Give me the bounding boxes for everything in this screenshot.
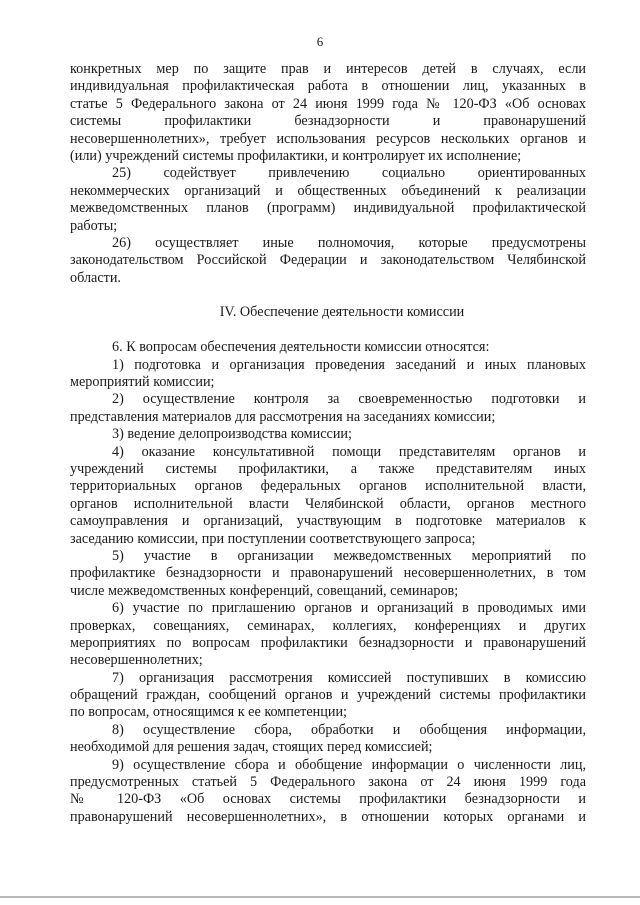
text-line: 8) осуществление сбора, обработки и обобщения информации, [112, 721, 586, 738]
text-line: статье 5 Федерального закона от 24 июня 1999 года № 120-ФЗ «Об основах [70, 95, 586, 112]
text-line: 2) осуществление контроля за своевременностью подготовки и [112, 391, 586, 408]
spacer [70, 287, 586, 304]
text-line: межведомственных планов (программ) индивидуальной профилактической [70, 200, 586, 217]
text-line: 9) осуществление сбора и обобщение информации о численности лиц, [112, 756, 586, 773]
text-line: необходимой для решения задач, стоящих перед комиссией; [70, 739, 433, 756]
text-block-before-heading [70, 61, 586, 287]
text-line: территориальных органов федеральных органов исполнительной власти, [70, 478, 586, 495]
text-line: 1) подготовка и организация проведения заседаний и иных плановых [112, 356, 586, 373]
document-body [70, 61, 586, 826]
text-line: правонарушений несовершеннолетних», в отношении которых органами и [70, 808, 586, 825]
text-line: мероприятий комиссии; [70, 374, 215, 391]
text-line: самоуправления и организаций, участвующим в подготовке материалов к [70, 513, 586, 530]
text-line: 6. К вопросам обеспечения деятельности комиссии относятся: [112, 339, 490, 356]
text-line: несовершеннолетних; [70, 652, 203, 669]
text-line: 4) оказание консультативной помощи представителям органов и [112, 443, 586, 460]
text-line: предусмотренных статьей 5 Федерального закона от 24 июня 1999 года [70, 774, 586, 791]
text-line: профилактике безнадзорности и правонарушений несовершеннолетних, в том [70, 565, 586, 582]
text-line: системы профилактики безнадзорности и правонарушений [70, 113, 586, 130]
text-line: № 120-ФЗ «Об основах системы профилактики безнадзорности и [70, 791, 586, 808]
text-line: 25) содействует привлечению социально ориентированных [112, 165, 586, 182]
text-line: обращений граждан, сообщений органов и учреждений системы профилактики [70, 687, 586, 704]
spacer [70, 322, 586, 339]
text-line: 26) осуществляет иные полномочия, которые предусмотрены [112, 234, 586, 251]
text-line: представления материалов для рассмотрения на заседаниях комиссии; [70, 408, 496, 425]
text-line: учреждений системы профилактики, а также представителям иных [70, 460, 586, 477]
text-line: несовершеннолетних», требует использования ресурсов нескольких органов и [70, 130, 586, 147]
text-line: органов исполнительной власти Челябинской области, органов местного [70, 495, 586, 512]
text-line: конкретных мер по защите прав и интересов детей в случаях, если [70, 61, 586, 77]
text-line: некоммерческих организаций и общественных объединений к реализации [70, 182, 586, 199]
text-line: проверках, совещаниях, семинарах, коллегиях, конференциях и других [70, 617, 586, 634]
page-number: 6 [316, 34, 324, 49]
text-line: (или) учреждений системы профилактики, и контролирует их исполнение; [70, 147, 522, 164]
text-line: 5) участие в организации межведомственных мероприятий по [112, 547, 586, 564]
text-line: 6) участие по приглашению органов и организаций в проводимых ими [112, 600, 586, 617]
text-line: индивидуальная профилактическая работа в отношении лиц, указанных в [70, 78, 586, 95]
text-line: законодательством Российской Федерации и законодательством Челябинской [70, 252, 586, 269]
text-line: по вопросам, относящимся к ее компетенции; [70, 704, 347, 721]
text-line: работы; [70, 217, 118, 234]
text-line: числе межведомственных конференций, совещаний, семинаров; [70, 582, 459, 599]
section-heading: IV. Обеспечение деятельности комиссии [219, 304, 465, 321]
text-line: заседанию комиссии, при поступлении соответствующего запроса; [70, 530, 476, 547]
text-line: 3) ведение делопроизводства комиссии; [112, 426, 352, 443]
text-line: 7) организация рассмотрения комиссией поступивших в комиссию [112, 669, 586, 686]
text-line: мероприятиях по вопросам профилактики безнадзорности и правонарушений [70, 634, 586, 651]
page-bottom-edge [0, 896, 640, 898]
text-line: области. [70, 269, 121, 286]
text-block-after-heading [70, 339, 586, 826]
